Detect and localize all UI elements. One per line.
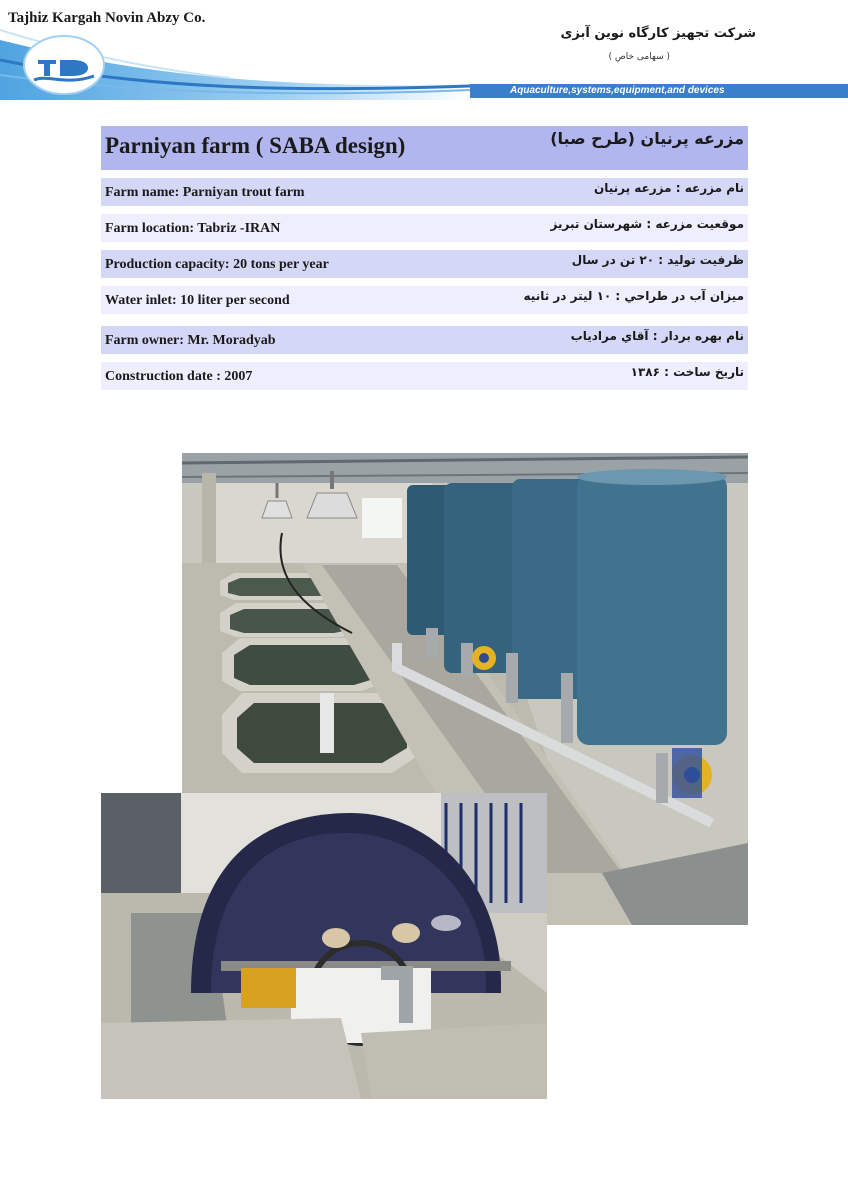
info-row-persian: نام مزرعه : مزرعه پرنيان xyxy=(594,181,744,195)
farm-title-row xyxy=(101,126,748,170)
info-row-farm-name xyxy=(101,178,748,206)
info-row-persian: نام بهره بردار : آقاي مرادياب xyxy=(570,329,744,343)
info-row-english: Production capacity: 20 tons per year xyxy=(105,257,329,272)
farm-info-table xyxy=(101,126,748,390)
info-row-english: Farm name: Parniyan trout farm xyxy=(105,185,305,200)
info-row-farm-location xyxy=(101,214,748,242)
info-row-farm-owner xyxy=(101,326,748,354)
info-row-persian: موقعيت مزرعه : شهرستان تبريز xyxy=(550,217,744,231)
info-row-production-capacity xyxy=(101,250,748,278)
info-row-construction-date xyxy=(101,362,748,390)
info-row-persian: ميزان آب در طراحي : ۱۰ ليتر در ثانيه xyxy=(523,289,744,303)
page-header xyxy=(0,0,848,100)
company-logo-icon xyxy=(22,34,106,96)
info-row-english: Farm location: Tabriz -IRAN xyxy=(105,221,281,236)
farm-title-persian: مزرعه پرنيان (طرح صبا) xyxy=(550,129,744,148)
info-row-persian: تاريخ ساخت : ۱۳۸۶ xyxy=(630,365,744,379)
drum-filter-photo xyxy=(101,793,547,1099)
info-row-english: Water inlet: 10 liter per second xyxy=(105,293,290,308)
info-row-english: Construction date : 2007 xyxy=(105,369,253,384)
farm-title-english: Parniyan farm ( SABA design) xyxy=(105,133,406,158)
info-row-water-inlet xyxy=(101,286,748,314)
company-type-persian: ( سهامی خاص ) xyxy=(608,52,670,62)
company-name-persian: شركت تجهيز كارگاه نوين آبزی xyxy=(560,26,756,41)
company-name-english: Tajhiz Kargah Novin Abzy Co. xyxy=(8,10,206,26)
info-row-persian: ظرفيت توليد : ۲۰ تن در سال xyxy=(571,253,744,267)
info-row-english: Farm owner: Mr. Moradyab xyxy=(105,333,276,348)
tagline: Aquaculture,systems,equipment,and devices xyxy=(510,85,725,96)
